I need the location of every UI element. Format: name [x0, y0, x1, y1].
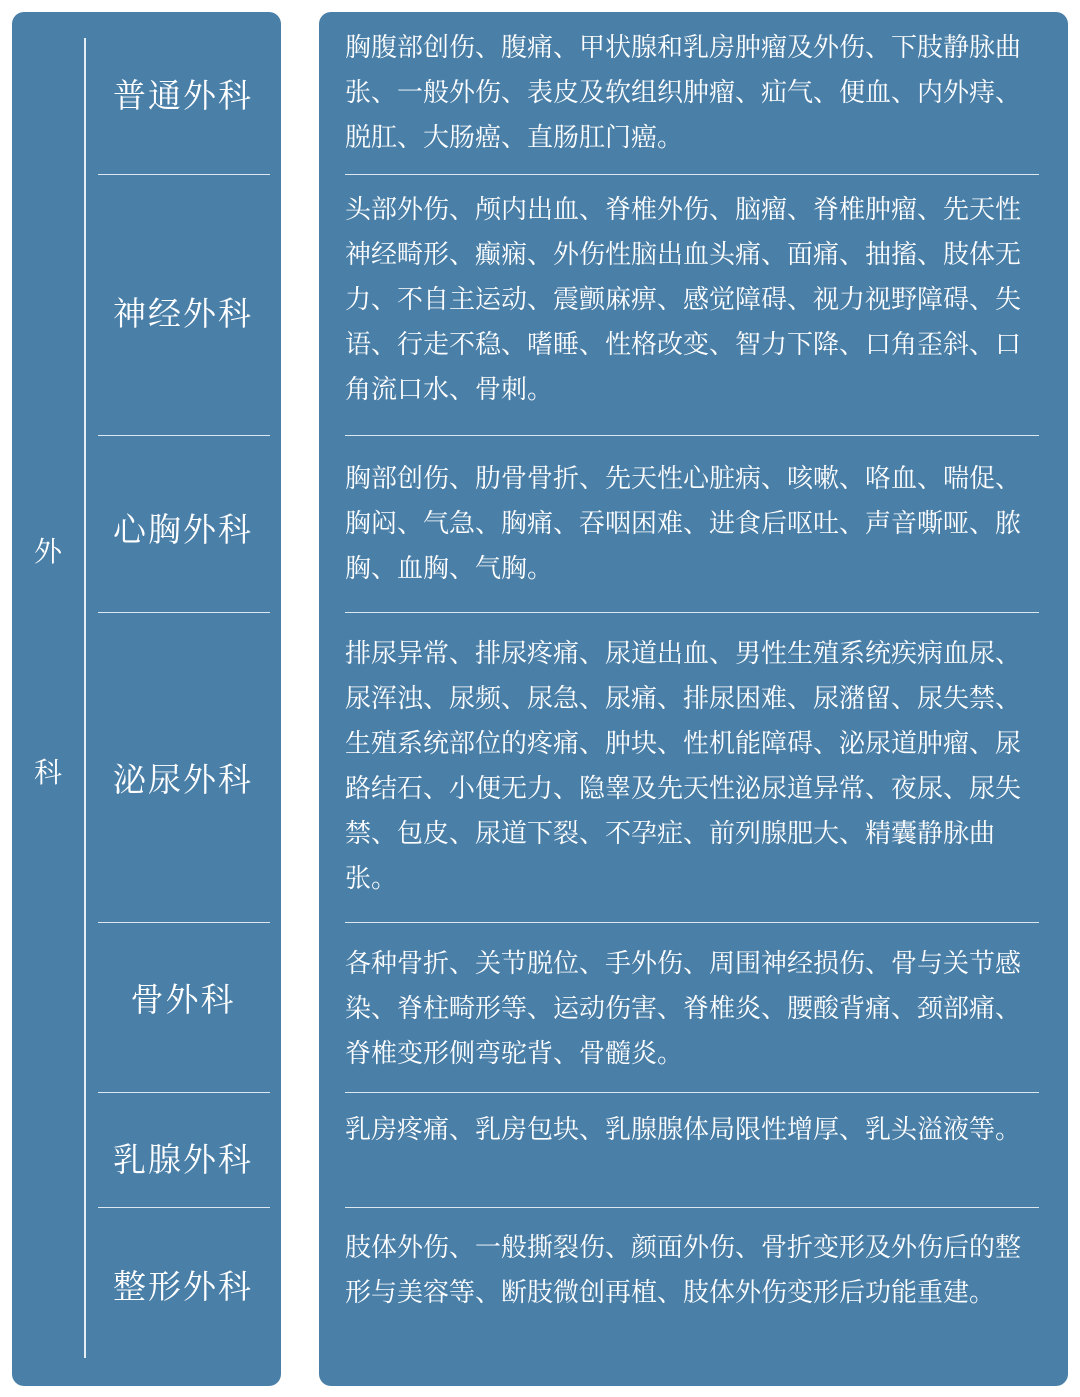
subdepartment-description: 头部外伤、颅内出血、脊椎外伤、脑瘤、脊椎肿瘤、先天性神经畸形、癫痫、外伤性脑出血头痛、面痛、抽搐、肢体无力、不自主运动、震颤麻痹、感觉障碍、视力视野障碍、失语、行走不稳、嗜睡、性格改变、智力下降、口角歪斜、口角流口水、骨刺。 — [345, 195, 1022, 405]
subdepartment-description: 各种骨折、关节脱位、手外伤、周围神经损伤、骨与关节感染、脊柱畸形等、运动伤害、脊椎炎、腰酸背痛、颈部痛、脊椎变形侧弯驼背、骨髓炎。 — [345, 949, 1022, 1069]
section-divider-line — [84, 38, 86, 1358]
subdepartment-description: 胸部创伤、肋骨骨折、先天性心脏病、咳嗽、咯血、喘促、胸闷、气急、胸痛、吞咽困难、进食后呕吐、声音嘶哑、脓胸、血胸、气胸。 — [345, 464, 1022, 584]
subdepartment-label: 泌尿外科 — [113, 760, 253, 799]
subdepartment-description: 乳房疼痛、乳房包块、乳腺腺体局限性增厚、乳头溢液等。 — [345, 1115, 1022, 1145]
subdepartment-description: 排尿异常、排尿疼痛、尿道出血、男性生殖系统疾病血尿、尿浑浊、尿频、尿急、尿痛、排尿困难、尿潴留、尿失禁、生殖系统部位的疼痛、肿块、性机能障碍、泌尿道肿瘤、尿路结石、小便无力、隐睾及先天性泌尿道异常、夜尿、尿失禁、包皮、尿道下裂、不孕症、前列腺肥大、精囊静脉曲张。 — [345, 639, 1022, 894]
row-divider — [98, 922, 270, 923]
section-title-char: 外 — [33, 535, 62, 568]
subdepartment-label: 整形外科 — [113, 1267, 253, 1306]
subdepartment-label: 心胸外科 — [113, 510, 253, 549]
row-divider — [345, 174, 1039, 175]
row-divider — [345, 1092, 1039, 1093]
subdepartment-description: 胸腹部创伤、腹痛、甲状腺和乳房肿瘤及外伤、下肢静脉曲张、一般外伤、表皮及软组织肿瘤、疝气、便血、内外痔、脱肛、大肠癌、直肠肛门癌。 — [345, 33, 1022, 153]
subdepartment-label: 普通外科 — [113, 76, 253, 115]
subdepartment-description: 肢体外伤、一般撕裂伤、颜面外伤、骨折变形及外伤后的整形与美容等、断肢微创再植、肢体外伤变形后功能重建。 — [345, 1233, 1022, 1308]
row-divider — [98, 1092, 270, 1093]
row-divider — [98, 174, 270, 175]
row-divider — [98, 1207, 270, 1208]
department-label-panel — [12, 12, 281, 1386]
subdepartment-label: 神经外科 — [113, 294, 253, 333]
row-divider — [345, 612, 1039, 613]
section-title-char: 科 — [33, 756, 62, 789]
row-divider — [345, 435, 1039, 436]
subdepartment-label: 骨外科 — [130, 980, 236, 1019]
row-divider — [345, 922, 1039, 923]
subdepartment-label: 乳腺外科 — [113, 1140, 253, 1179]
row-divider — [345, 1207, 1039, 1208]
row-divider — [98, 435, 270, 436]
row-divider — [98, 612, 270, 613]
department-description-panel — [319, 12, 1068, 1386]
